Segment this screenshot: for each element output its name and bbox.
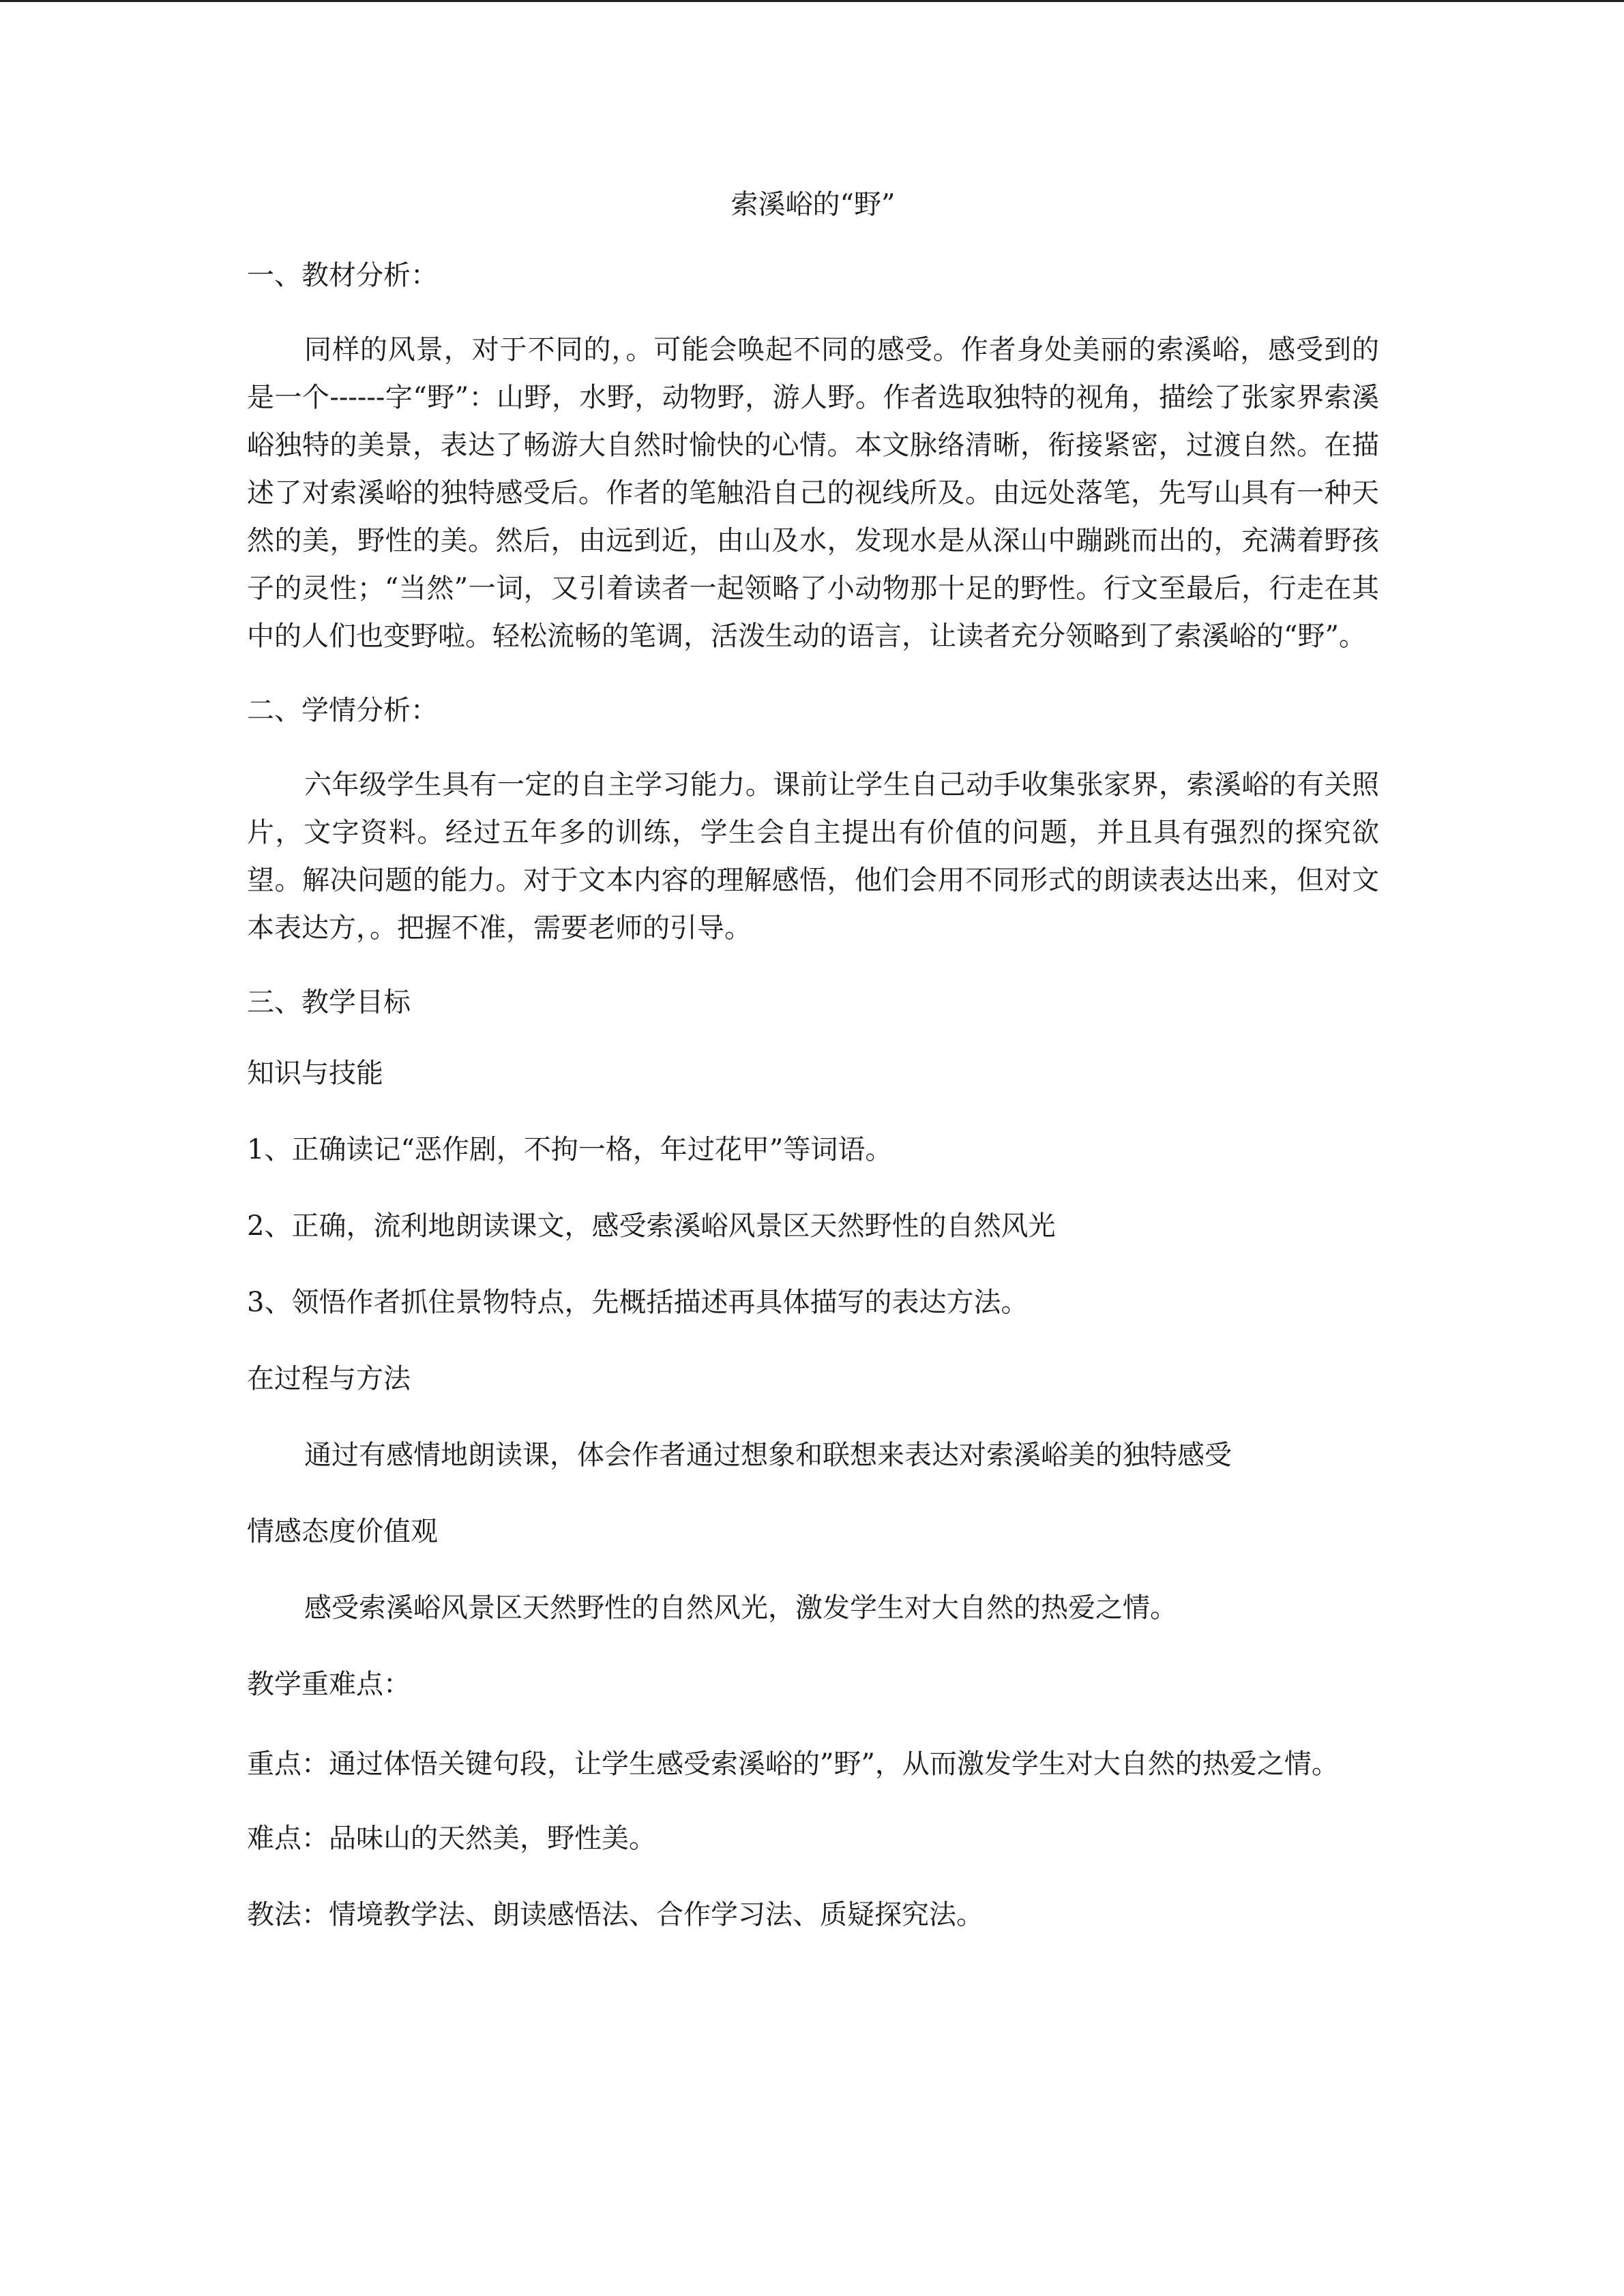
subheading-emotion-values: 情感态度价值观 [247, 1516, 438, 1547]
document-title: 索溪峪的“野” [730, 189, 896, 220]
section-heading-key-difficulties: 教学重难点： [247, 1669, 411, 1700]
subheading-knowledge-skills: 知识与技能 [247, 1058, 383, 1089]
section-heading-student-analysis: 二、学情分析： [247, 695, 438, 726]
student-analysis-paragraph: 六年级学生具有一定的自主学习能力。课前让学生自己动手收集张家界，索溪峪的有关照片，文字资料。经过五年多的训练，学生会自主提出有价值的问题，并且具有强烈的探究欲望。解决问题的能力。对于文本内容的理解感悟，他们会用不同形式的朗读表达出来，但对文本表达方，。把握不准，需要老师的引导。 [247, 769, 1379, 944]
goal-item: 3、领悟作者抓住景物特点，先概括描述再具体描写的表达方法。 [247, 1287, 1029, 1318]
process-methods-text: 通过有感情地朗读课，体会作者通过想象和联想来表达对索溪峪美的独特感受 [304, 1440, 1232, 1471]
hard-point-text: 难点：品味山的天然美，野性美。 [247, 1823, 656, 1854]
goal-item: 1、正确读记“恶作剧，不拘一格，年过花甲”等词语。 [247, 1134, 893, 1165]
textbook-analysis-paragraph: 同样的风景，对于不同的，。可能会唤起不同的感受。作者身处美丽的索溪峪，感受到的是一个------字“野”：山野，水野，动物野，游人野。作者选取独特的视角，描绘了张家界索溪峪独特的美景，表达了畅游大自然时愉快的心情。本文脉络清晰，衔接紧密，过渡自然。在描述了对索溪峪的独特感受后。作者的笔触沿自己的视线所及。由远处落笔，先写山具有一种天然的美，野性的美。然后，由远到近，由山及水，发现水是从深山中蹦跳而出的，充满着野孩子的灵性；“当然”一词，又引着读者一起领略了小动物那十足的野性。行文至最后，行走在其中的人们也变野啦。轻松流畅的笔调，活泼生动的语言，让读者充分领略到了索溪峪的“野”。 [247, 334, 1379, 652]
subheading-process-methods: 在过程与方法 [247, 1363, 411, 1395]
goal-item: 2、正确，流利地朗读课文，感受索溪峪风景区天然野性的自然风光 [247, 1210, 1056, 1242]
section-heading-teaching-goals: 三、教学目标 [247, 987, 411, 1018]
key-point-text: 重点：通过体悟关键句段，让学生感受索溪峪的”野”，从而激发学生对大自然的热爱之情。 [247, 1748, 1339, 1780]
emotion-values-text: 感受索溪峪风景区天然野性的自然风光，激发学生对大自然的热爱之情。 [304, 1592, 1177, 1624]
section-heading-textbook-analysis: 一、教材分析： [247, 260, 438, 291]
page-top-border [0, 0, 1624, 2]
document-page [247, 184, 1379, 1971]
teaching-methods-text: 教法：情境教学法、朗读感悟法、合作学习法、质疑探究法。 [247, 1899, 984, 1930]
